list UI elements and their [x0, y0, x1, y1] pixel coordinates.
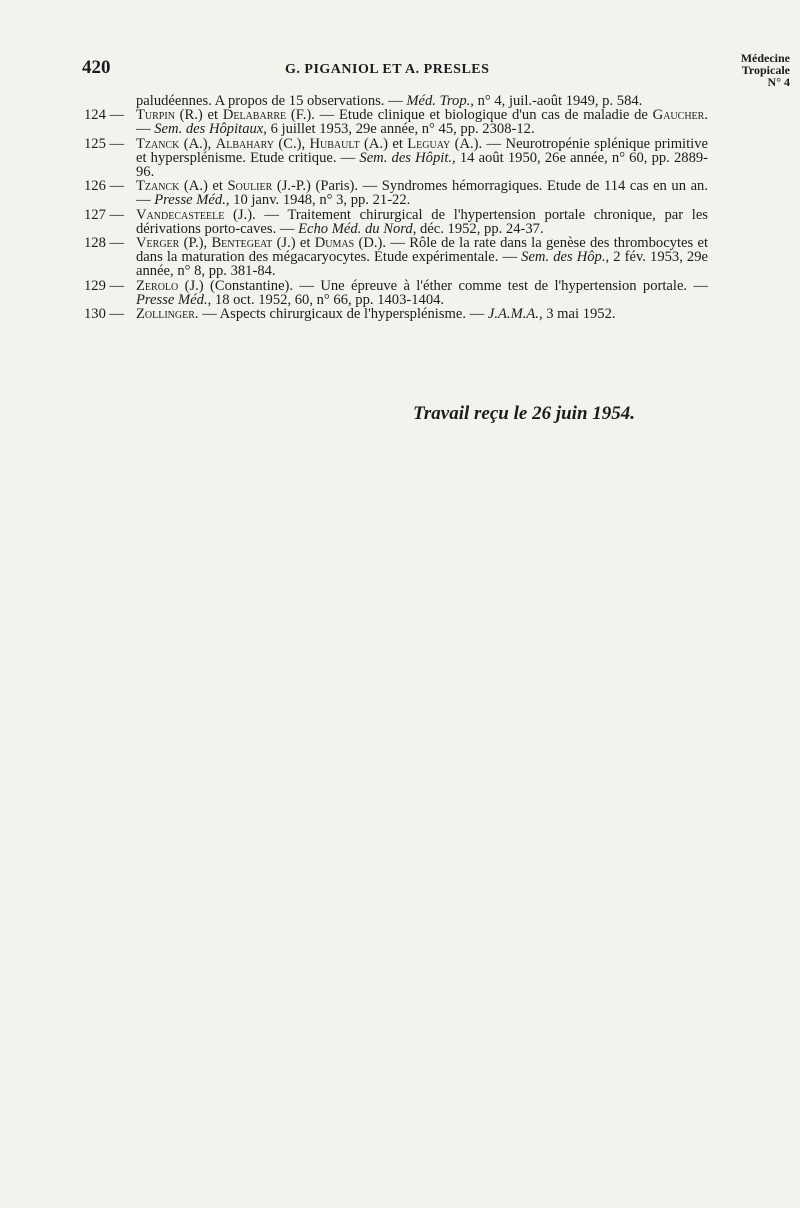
author-name: Tzanck	[136, 178, 180, 195]
reference-details: , 2 fév. 1953, 29e année, n° 8, pp. 381-84.	[136, 249, 709, 280]
author-name: Leguay	[407, 135, 451, 152]
journal-name-line-2: Tropicale	[741, 63, 790, 77]
running-title: G. PIGANIOL ET A. PRESLES	[285, 62, 490, 77]
author-name: Zollinger	[136, 306, 195, 323]
reference-details: , 6 juillet 1953, 29e année, n° 45, pp. 2308-12.	[263, 121, 535, 138]
reference-title: — Aspects chirurgicaux de l'hypersplénisme. —	[198, 306, 488, 323]
reference-journal: J.A.M.A.	[487, 306, 539, 323]
reference-details: , 3 mai 1952.	[538, 306, 616, 323]
reference-entry	[84, 179, 708, 207]
reference-number: 127 —	[84, 206, 125, 223]
reference-journal: Sem. des Hôpit.	[359, 149, 453, 166]
author-initials: (J.-P.) (Paris).	[272, 178, 359, 195]
author-initials: (F.).	[286, 107, 315, 124]
reference-list	[84, 94, 708, 321]
author-name: Soulier	[227, 178, 273, 195]
reference-number: 126 —	[84, 178, 125, 195]
author-initials: (A.) et	[179, 178, 228, 195]
author-initials: (D.).	[354, 235, 387, 252]
author-name: Tzanck	[136, 135, 180, 152]
reference-entry	[84, 208, 708, 236]
author-initials: .	[194, 306, 199, 323]
reference-entry	[84, 236, 708, 279]
journal-name-line-1: Médecine	[740, 51, 790, 65]
author-name: Hubault	[309, 135, 360, 152]
reference-journal: Presse Méd.	[136, 291, 208, 308]
author-name: Bentegeat	[211, 235, 273, 252]
author-initials: (J.) (Constantine).	[178, 277, 294, 294]
reference-number: 125 —	[84, 135, 125, 152]
reference-details: , 18 oct. 1952, 60, n° 66, pp. 1403-1404.	[207, 291, 445, 308]
reference-journal: Echo Méd. du Nord	[298, 220, 413, 237]
reference-title: — Etude clinique et biologique d'un cas de maladie de	[314, 107, 653, 124]
received-date: Travail reçu le 26 juin 1954.	[413, 403, 636, 424]
reference-title: — Traitement chirurgical de l'hypertension portale chronique, par les dérivations porto-caves. —	[136, 206, 708, 237]
reference-number: 124 —	[84, 107, 125, 124]
continuation-rest: , n° 4, juil.-août 1949, p. 584.	[470, 93, 643, 109]
author-initials: (J.) et	[272, 235, 315, 252]
reference-entries	[84, 108, 708, 321]
reference-journal: Presse Méd.	[154, 192, 226, 209]
reference-title: — Syndromes hémorragiques. Etude de 114 cas en un an. —	[136, 178, 708, 209]
author-name: Verger	[136, 235, 180, 252]
author-initials: (A.),	[179, 135, 216, 152]
author-initials: (A.) et	[359, 135, 408, 152]
reference-title: — Une épreuve à l'éther comme test de l'hypertension portale. —	[293, 277, 708, 294]
reference-journal: Sem. des Hôpitaux	[154, 121, 264, 138]
reference-details: , déc. 1952, pp. 24-37.	[412, 220, 544, 237]
reference-number: 128 —	[84, 235, 125, 252]
continuation-text: paludéennes. A propos de 15 observations. —	[136, 93, 407, 109]
reference-title: — Neurotropénie splénique primitive et hypersplénisme. Etude critique. —	[136, 135, 708, 166]
author-initials: (A.).	[450, 135, 483, 152]
reference-entry	[84, 108, 708, 136]
author-name: Albahary	[215, 135, 274, 152]
reference-entry	[84, 307, 708, 321]
reference-details: , 14 août 1950, 26e année, n° 60, pp. 2889-96.	[136, 149, 709, 181]
author-initials: (P.),	[179, 235, 212, 252]
reference-number: 129 —	[84, 277, 125, 294]
journal-mark	[741, 52, 790, 88]
reference-continuation	[84, 94, 708, 108]
reference-number: 130 —	[84, 306, 125, 323]
reference-title: — Rôle de la rate dans la genèse des thrombocytes et dans la maturation des mégacaryocytes. Etude expérimentale. —	[136, 235, 709, 266]
reference-journal: Sem. des Hôp.	[521, 249, 606, 266]
reference-separator: . —	[136, 107, 708, 138]
reference-entry	[84, 279, 708, 307]
continuation-journal: Méd. Trop.	[406, 93, 471, 109]
reference-entry	[84, 137, 708, 180]
author-initials: (R.) et	[174, 107, 223, 124]
page-number: 420	[82, 57, 111, 78]
author-name: Delabarre	[222, 107, 287, 124]
author-initials: (J.).	[224, 206, 256, 223]
author-initials: (C.),	[274, 135, 310, 152]
author-name: Vandecasteele	[136, 206, 225, 223]
author-name: Dumas	[314, 235, 355, 252]
reference-details: , 10 janv. 1948, n° 3, pp. 21-22.	[225, 192, 411, 209]
author-name: Zerolo	[136, 277, 179, 294]
author-name: Turpin	[136, 107, 175, 124]
reference-eponym: Gaucher	[652, 107, 705, 124]
journal-issue: N° 4	[767, 75, 790, 89]
